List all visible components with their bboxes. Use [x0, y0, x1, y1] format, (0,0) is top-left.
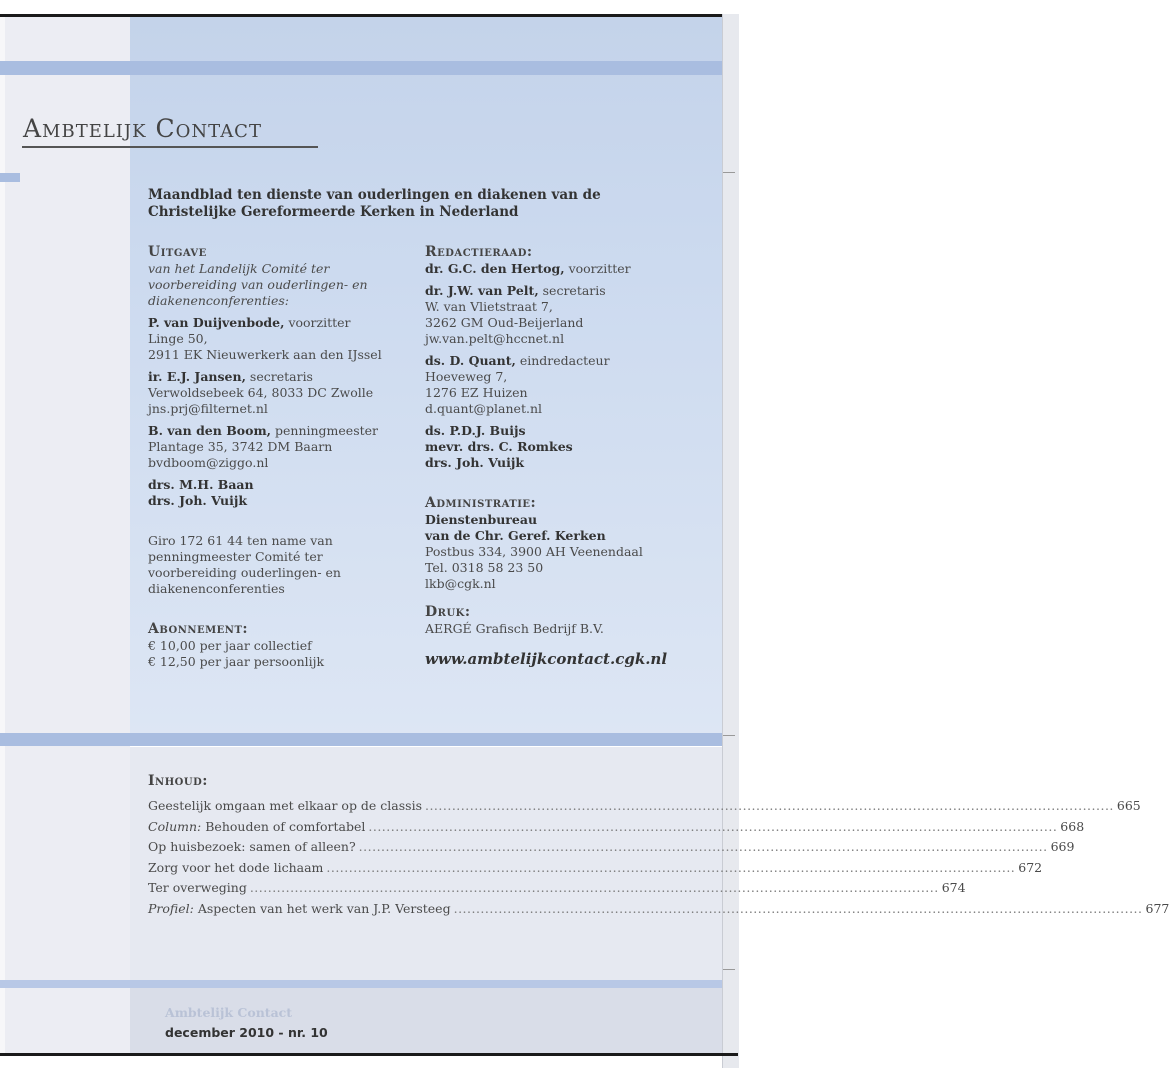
footer-magazine-name: Ambtelijk Contact — [165, 1005, 293, 1020]
phone-line: Tel. 0318 58 23 50 — [425, 560, 544, 575]
board-member — [148, 315, 398, 363]
email-link[interactable]: lkb@cgk.nl — [425, 576, 496, 591]
toc-leader: .......................................................................................................................................................... — [358, 839, 1048, 854]
editor-name: dr. J.W. van Pelt, — [425, 283, 539, 298]
address-line: 1276 EZ Huizen — [425, 385, 528, 400]
address-line: Postbus 334, 3900 AH Veenendaal — [425, 544, 643, 559]
member-role: penningmeester — [271, 423, 379, 438]
member-name: ir. E.J. Jansen, — [148, 369, 246, 384]
toc-page: 665 — [1116, 798, 1141, 813]
uitgave-heading: Uitgave — [148, 244, 207, 260]
toc-title-text: Aspecten van het werk van J.P. Versteeg — [193, 900, 451, 916]
intro-text: Maandblad ten dienste van ouderlingen en diakenen van de Christelijke Gereformeerde Kerken in Nederland — [148, 187, 601, 220]
bottom-border — [0, 1053, 738, 1056]
toc-title-text: Zorg voor het dode lichaam — [148, 859, 324, 875]
editor-role: secretaris — [538, 283, 606, 298]
druk-heading: Druk: — [425, 604, 471, 620]
board-member — [148, 369, 398, 417]
inhoud-heading: Inhoud: — [148, 773, 208, 789]
toc-page: 669 — [1050, 839, 1075, 854]
table-of-contents — [148, 796, 1169, 919]
middle-blue-strip — [0, 733, 722, 746]
edge-mark — [723, 969, 735, 970]
title-underline — [22, 146, 318, 148]
toc-page: 668 — [1060, 818, 1085, 834]
edge-mark — [723, 735, 735, 736]
address-line: Linge 50, — [148, 331, 208, 346]
toc-title-text: Ter overweging — [148, 880, 247, 895]
toc-title-text: Behouden of comfortabel — [201, 818, 366, 834]
toc-title — [148, 796, 422, 817]
toc-title-text: Op huisbezoek: samen of alleen? — [148, 839, 356, 854]
address-line: 2911 EK Nieuwerkerk aan den IJssel — [148, 347, 382, 362]
toc-item[interactable] — [148, 796, 1141, 817]
printer-name: AERGÉ Grafisch Bedrijf B.V. — [425, 621, 604, 636]
uitgave-subtitle: van het Landelijk Comité ter voorbereiding van ouderlingen- en diakenenconferenties: — [148, 261, 368, 308]
left-column — [148, 244, 398, 670]
editor — [425, 283, 720, 347]
toc-item[interactable] — [148, 858, 1043, 879]
toc-leader: .......................................................................................................................................................... — [368, 818, 1058, 834]
toc-prefix: Profiel: — [148, 900, 194, 916]
toc-item[interactable] — [148, 878, 966, 899]
price-line: € 12,50 per jaar persoonlijk — [148, 654, 325, 669]
editor — [425, 353, 720, 417]
toc-item[interactable] — [148, 899, 1169, 920]
email-link[interactable]: jns.prj@filternet.nl — [148, 401, 268, 416]
toc-title — [148, 858, 323, 879]
toc-title-text: Geestelijk omgaan met elkaar op de classis — [148, 798, 422, 813]
toc-title — [148, 878, 247, 899]
right-column — [425, 244, 720, 667]
admin-org: van de Chr. Geref. Kerken — [425, 528, 606, 543]
administratie-heading: Administratie: — [425, 495, 537, 511]
giro-text: Giro 172 61 44 ten name van penningmeester Comité ter voorbereiding ouderlingen- en diakenenconferenties — [148, 533, 341, 596]
toc-page: 672 — [1018, 859, 1043, 875]
email-link[interactable]: bvdboom@ziggo.nl — [148, 455, 269, 470]
member-role: secretaris — [245, 369, 313, 384]
member-name: P. van Duijvenbode, — [148, 315, 285, 330]
magazine-title: Ambtelijk Contact — [23, 114, 262, 143]
address-line: Plantage 35, 3742 DM Baarn — [148, 439, 333, 454]
toc-leader: .......................................................................................................................................................... — [249, 880, 939, 895]
address-line: Hoeveweg 7, — [425, 369, 508, 384]
editor — [425, 261, 720, 277]
toc-leader: .......................................................................................................................................................... — [453, 900, 1143, 916]
toc-title — [148, 837, 356, 858]
abonnement-heading: Abonnement: — [148, 621, 249, 637]
toc-title — [148, 899, 451, 920]
toc-item[interactable] — [148, 817, 1085, 838]
title-marker — [0, 173, 20, 182]
member-name: B. van den Boom, — [148, 423, 272, 438]
email-link[interactable]: d.quant@planet.nl — [425, 401, 542, 416]
redactieraad-heading: Redactieraad: — [425, 244, 533, 260]
website-link[interactable]: www.ambtelijkcontact.cgk.nl — [425, 650, 668, 668]
editor-name: ds. D. Quant, — [425, 353, 516, 368]
toc-leader: .......................................................................................................................................................... — [326, 859, 1016, 875]
member-role: voorzitter — [284, 315, 351, 330]
toc-prefix: Column: — [148, 818, 202, 834]
toc-page: 674 — [941, 880, 966, 895]
toc-page: 677 — [1145, 900, 1169, 916]
editor-role: eindredacteur — [515, 353, 610, 368]
edge-mark — [723, 172, 735, 173]
top-blue-strip — [0, 61, 722, 75]
footer-issue: december 2010 - nr. 10 — [165, 1025, 328, 1040]
toc-leader: .......................................................................................................................................................... — [424, 798, 1114, 813]
board-member-name: drs. M.H. Baan — [148, 477, 254, 492]
price-line: € 10,00 per jaar collectief — [148, 638, 312, 653]
editor-name: drs. Joh. Vuijk — [425, 455, 525, 470]
email-link[interactable]: jw.van.pelt@hccnet.nl — [425, 331, 565, 346]
bottom-blue-strip — [0, 980, 722, 988]
editor-name: mevr. drs. C. Romkes — [425, 439, 573, 454]
editor-role: voorzitter — [564, 261, 631, 276]
toc-title — [148, 817, 365, 838]
editor-name: ds. P.D.J. Buijs — [425, 423, 526, 438]
admin-org: Dienstenbureau — [425, 512, 538, 527]
toc-item[interactable] — [148, 837, 1075, 858]
board-member — [148, 423, 398, 471]
board-member-name: drs. Joh. Vuijk — [148, 493, 248, 508]
editor-name: dr. G.C. den Hertog, — [425, 261, 565, 276]
address-line: Verwoldsebeek 64, 8033 DC Zwolle — [148, 385, 374, 400]
address-line: W. van Vlietstraat 7, — [425, 299, 553, 314]
address-line: 3262 GM Oud-Beijerland — [425, 315, 584, 330]
